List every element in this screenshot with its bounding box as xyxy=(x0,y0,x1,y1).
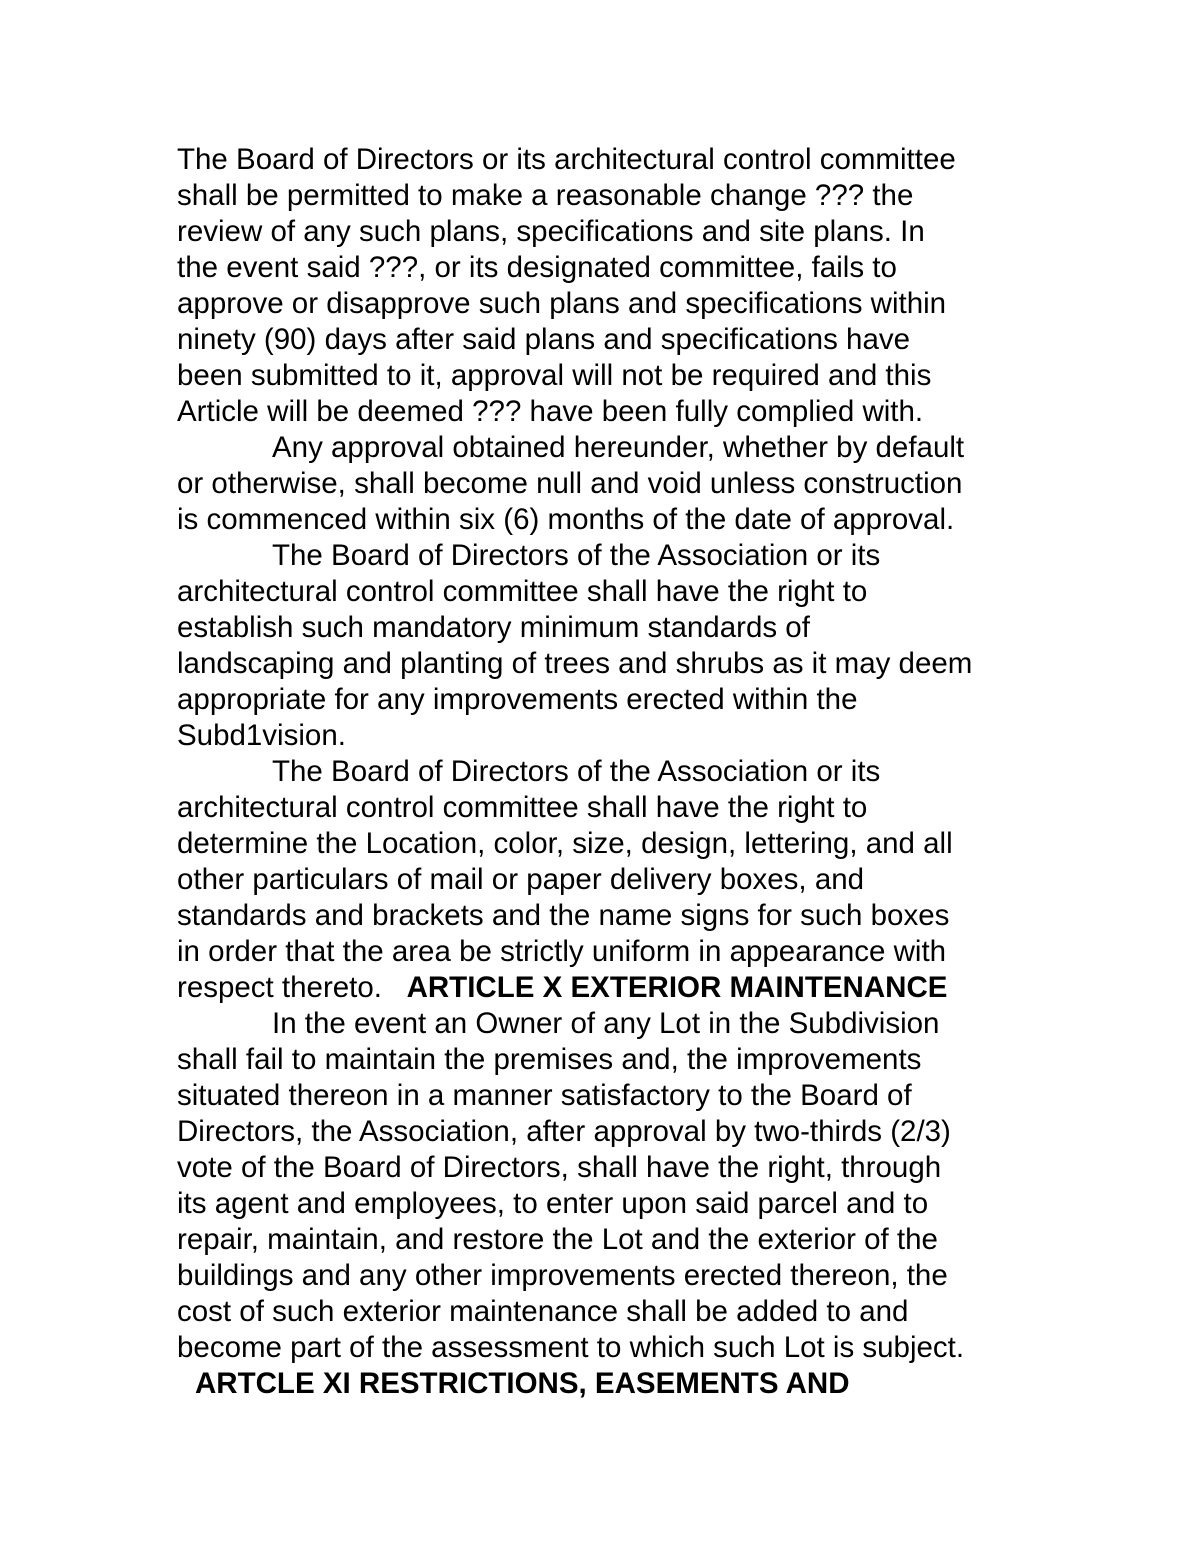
text-fragment: respect thereto. xyxy=(177,971,382,1004)
text-line: shall fail to maintain the premises and, the improvements xyxy=(177,1043,922,1076)
text-line: appropriate for any improvements erected within the xyxy=(177,683,858,716)
text-line: review of any such plans, specifications and site plans. In xyxy=(177,215,925,248)
text-line: cost of such exterior maintenance shall be added to and xyxy=(177,1295,909,1328)
text-line: The Board of Directors or its architectural control committee xyxy=(177,143,956,176)
text-line: its agent and employees, to enter upon said parcel and to xyxy=(177,1187,929,1220)
paragraph-start-line: In the event an Owner of any Lot in the Subdivision xyxy=(272,1007,940,1040)
article-xi-heading: ARTCLE XI RESTRICTIONS, EASEMENTS AND xyxy=(195,1367,850,1400)
paragraph-start-line: The Board of Directors of the Association or its xyxy=(272,755,881,788)
text-line: Article will be deemed ??? have been fully complied with. xyxy=(177,395,924,428)
text-line: landscaping and planting of trees and shrubs as it may deem xyxy=(177,647,973,680)
text-line: the event said ???, or its designated committee, fails to xyxy=(177,251,897,284)
text-line: other particulars of mail or paper delivery boxes, and xyxy=(177,863,865,896)
document-body xyxy=(177,142,1057,1402)
text-line: architectural control committee shall have the right to xyxy=(177,575,868,608)
paragraph-start-line: Any approval obtained hereunder, whether by default xyxy=(272,431,965,464)
text-line: in order that the area be strictly uniform in appearance with xyxy=(177,935,947,968)
text-line: Subd1vision. xyxy=(177,719,346,752)
text-line: vote of the Board of Directors, shall have the right, through xyxy=(177,1151,942,1184)
text-line: determine the Location, color, size, design, lettering, and all xyxy=(177,827,953,860)
text-line: repair, maintain, and restore the Lot and the exterior of the xyxy=(177,1223,938,1256)
text-line: or otherwise, shall become null and void unless construction xyxy=(177,467,963,500)
paragraph-start-line: The Board of Directors of the Association or its xyxy=(272,539,881,572)
spacer xyxy=(382,971,407,1004)
text-line: been submitted to it, approval will not be required and this xyxy=(177,359,932,392)
text-line: ninety (90) days after said plans and specifications have xyxy=(177,323,911,356)
text-line: architectural control committee shall have the right to xyxy=(177,791,868,824)
text-line: become part of the assessment to which such Lot is subject. xyxy=(177,1331,965,1364)
article-x-heading: ARTICLE X EXTERIOR MAINTENANCE xyxy=(406,971,948,1004)
text-line: establish such mandatory minimum standards of xyxy=(177,611,810,644)
text-line: buildings and any other improvements erected thereon, the xyxy=(177,1259,948,1292)
text-line: Directors, the Association, after approval by two-thirds (2/3) xyxy=(177,1115,951,1148)
text-line: approve or disapprove such plans and specifications within xyxy=(177,287,947,320)
text-line: is commenced within six (6) months of the date of approval. xyxy=(177,503,955,536)
text-line: situated thereon in a manner satisfactory to the Board of xyxy=(177,1079,912,1112)
text-line-with-heading xyxy=(177,970,1057,1006)
text-line: standards and brackets and the name signs for such boxes xyxy=(177,899,950,932)
text-line: shall be permitted to make a reasonable change ??? the xyxy=(177,179,914,212)
